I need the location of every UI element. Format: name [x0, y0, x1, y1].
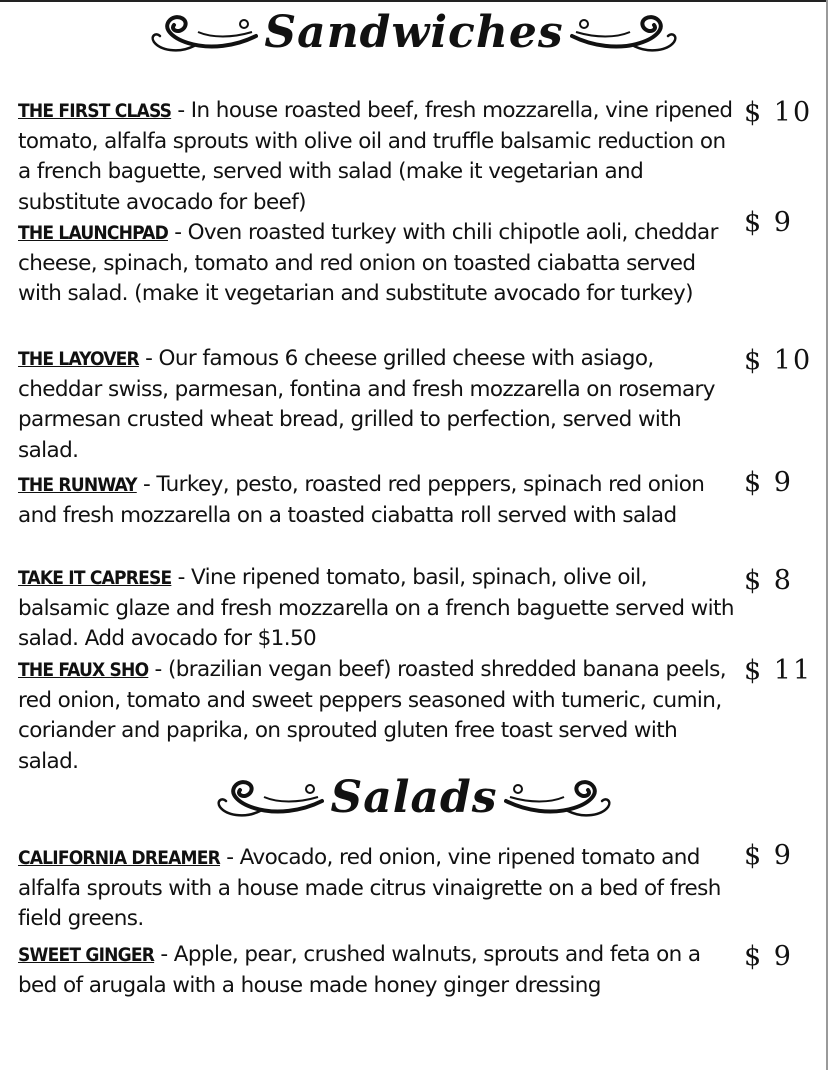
item-description: Oven roasted turkey with chili chipotle aoli, cheddar cheese, spinach, tomato and red onion on toasted ciabatta served with salad. (make it vegetarian and substitute avocado for turkey) — [18, 220, 718, 306]
menu-item — [18, 940, 738, 1001]
menu-item — [18, 843, 738, 935]
item-name: TAKE IT CAPRESE — [18, 567, 172, 589]
item-separator: - — [167, 220, 188, 245]
item-name: THE RUNWAY — [18, 474, 137, 496]
item-price: $ 9 — [744, 467, 793, 498]
page-top-border — [0, 0, 828, 2]
item-separator: - — [138, 346, 159, 371]
section-title: Salads — [330, 772, 498, 823]
menu-item — [18, 96, 738, 218]
item-separator: - — [148, 657, 168, 682]
item-name: THE LAYOVER — [18, 348, 139, 370]
item-name: THE LAUNCHPAD — [18, 222, 168, 244]
item-description: Avocado, red onion, vine ripened tomato and alfalfa sprouts with a house made citrus vinaigrette on a bed of fresh field greens. — [18, 845, 721, 931]
item-separator: - — [219, 845, 240, 870]
item-description: Our famous 6 cheese grilled cheese with asiago, cheddar swiss, parmesan, fontina and fresh mozzarella on rosemary parmesan crusted wheat bread, grilled to perfection, served with salad. — [18, 346, 715, 463]
item-price: $ 10 — [744, 97, 813, 128]
item-price: $ 9 — [744, 207, 793, 238]
item-separator: - — [171, 98, 191, 123]
section-title: Sandwiches — [264, 7, 564, 58]
sandwiches-heading — [0, 7, 828, 58]
menu-item — [18, 470, 738, 531]
scroll-flourish-right-icon — [504, 775, 614, 821]
item-price: $ 10 — [744, 345, 813, 376]
item-description: Apple, pear, crushed walnuts, sprouts and feta on a bed of arugala with a house made honey ginger dressing — [18, 942, 701, 998]
menu-item — [18, 655, 738, 777]
menu-item — [18, 344, 738, 466]
item-description: Vine ripened tomato, basil, spinach, olive oil, balsamic glaze and fresh mozzarella on a french baguette served with salad. Add avocado for $1.50 — [18, 565, 734, 651]
item-description: In house roasted beef, fresh mozzarella, vine ripened tomato, alfalfa sprouts with olive oil and truffle balsamic reduction on a french baguette, served with salad (make it vegetarian and substitute avocado for beef) — [18, 98, 733, 215]
item-separator: - — [154, 942, 174, 967]
item-price: $ 8 — [744, 565, 793, 596]
scroll-flourish-right-icon — [570, 10, 680, 56]
item-separator: - — [171, 565, 192, 590]
menu-item — [18, 563, 738, 655]
salads-heading — [0, 772, 828, 823]
item-description: Turkey, pesto, roasted red peppers, spinach red onion and fresh mozzarella on a toasted ciabatta roll served with salad — [18, 472, 705, 528]
scroll-flourish-left-icon — [214, 775, 324, 821]
item-name: CALIFORNIA DREAMER — [18, 847, 220, 869]
item-name: THE FAUX SHO — [18, 659, 149, 681]
item-name: SWEET GINGER — [18, 944, 155, 966]
item-price: $ 9 — [744, 941, 793, 972]
item-name: THE FIRST CLASS — [18, 100, 172, 122]
item-description: (brazilian vegan beef) roasted shredded banana peels, red onion, tomato and sweet peppers seasoned with tumeric, cumin, coriander and paprika, on sprouted gluten free toast served with salad. — [18, 657, 726, 774]
item-price: $ 11 — [744, 655, 813, 686]
menu-item — [18, 218, 738, 310]
item-price: $ 9 — [744, 840, 793, 871]
scroll-flourish-left-icon — [148, 10, 258, 56]
item-separator: - — [136, 472, 157, 497]
